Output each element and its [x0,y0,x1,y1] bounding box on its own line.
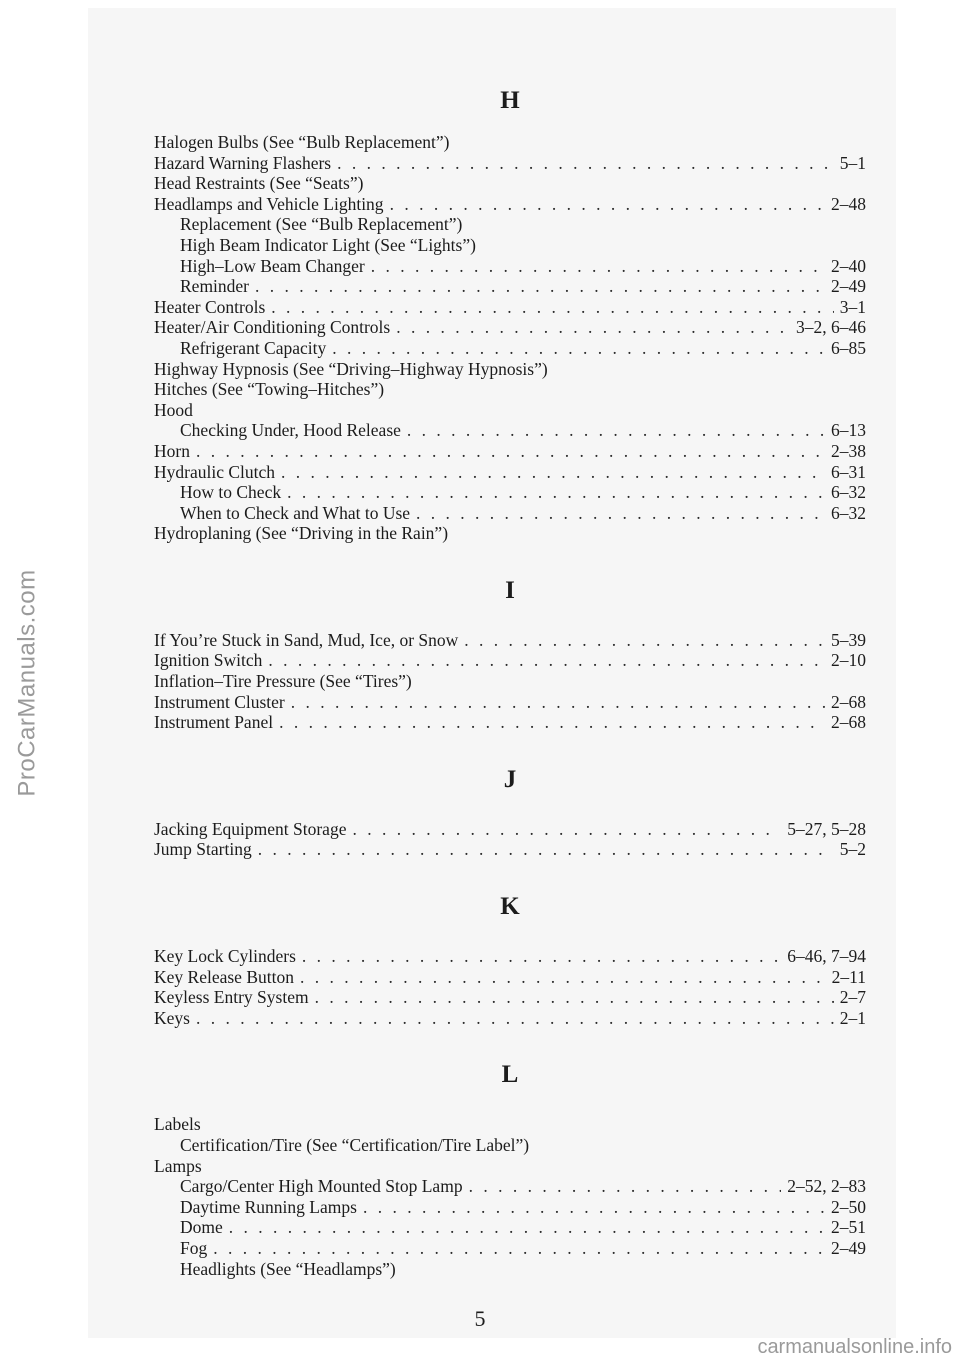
entry-page-ref: 2–48 [831,193,866,214]
dot-leader [396,317,790,338]
index-entry [154,297,866,318]
dot-leader [371,256,825,277]
entry-text: Hydraulic Clutch [154,461,276,482]
entry-text: Jacking Equipment Storage [154,818,347,839]
index-entry [154,441,866,462]
entry-text: Keys [154,1007,190,1028]
index-entry [154,276,866,297]
index-entry [154,153,866,174]
dot-leader [302,946,781,967]
entry-text: Head Restraints (See “Seats”) [154,173,364,194]
dot-leader [287,482,825,503]
dot-leader [315,987,834,1008]
entry-text: Key Lock Cylinders [154,946,296,967]
entry-text: Checking Under, Hood Release [180,420,401,441]
entry-text: Replacement (See “Bulb Replacement”) [180,214,463,235]
dot-leader [279,712,825,733]
index-entry [154,482,866,503]
section-letter: L [501,1061,519,1089]
entry-page-ref: 6–31 [831,461,866,482]
dot-leader [255,276,825,297]
dot-leader [213,1238,825,1259]
dot-leader [258,839,834,860]
entry-page-ref: 5–39 [831,629,866,650]
entry-text: Halogen Bulbs (See “Bulb Replacement”) [154,132,450,152]
entry-text: Headlights (See “Headlamps”) [180,1258,396,1279]
entry-page-ref: 2–52, 2–83 [787,1176,866,1197]
dot-leader [416,503,825,524]
entry-text: Hitches (See “Towing–Hitches”) [154,379,385,400]
entry-text: Lamps [154,1155,202,1176]
dot-leader [390,194,825,215]
dot-leader [407,420,825,441]
dot-leader [268,650,825,671]
entry-text: High Beam Indicator Light (See “Lights”) [180,234,476,255]
index-entry [154,1238,866,1259]
index-entry [154,987,866,1008]
entry-page-ref: 6–85 [831,337,866,358]
entry-page-ref: 2–51 [831,1217,866,1238]
entry-text: When to Check and What to Use [180,502,411,523]
entry-page-ref: 2–40 [831,255,866,276]
index-entry [154,1114,866,1135]
entry-page-ref: 2–1 [839,1007,866,1028]
side-watermark-text: ProCarManuals.com [14,569,41,797]
entry-text: Instrument Panel [154,712,274,733]
dot-leader [332,338,825,359]
index-entry [154,1008,866,1029]
entry-page-ref: 2–49 [831,1237,866,1258]
entry-text: Fog [180,1237,208,1258]
index-entry [154,1217,866,1238]
entry-text: Highway Hypnosis (See “Driving–Highway Hypnosis”) [154,358,548,379]
entry-text: Refrigerant Capacity [180,337,327,358]
index-entry [154,650,866,671]
entry-page-ref: 2–7 [839,987,866,1008]
index-entry [154,1156,866,1177]
entry-text: Cargo/Center High Mounted Stop Lamp [180,1176,463,1197]
section-letter: J [503,765,517,793]
entry-text: Hydroplaning (See “Driving in the Rain”) [154,523,449,544]
entry-page-ref: 6–32 [831,502,866,523]
entry-text: Dome [180,1217,223,1238]
entry-page-ref: 3–2, 6–46 [796,317,866,338]
section-letter: H [500,87,520,114]
index-entry [154,256,866,277]
index-entry [154,420,866,441]
index-entry [154,400,866,421]
index-entry [154,1259,866,1280]
dot-leader [271,297,833,318]
index-entry [154,1135,866,1156]
entry-text: Certification/Tire (See “Certification/Tire Label”) [180,1135,530,1155]
entry-page-ref: 5–1 [839,152,866,173]
page-number: 5 [474,1306,486,1331]
entry-text: Heater Controls [154,296,266,317]
entry-text: Instrument Cluster [154,691,285,712]
index-entry [154,819,866,840]
entry-page-ref: 2–10 [831,650,866,671]
entry-text: Headlamps and Vehicle Lighting [154,193,384,214]
index-entry [154,214,866,235]
entry-text: Hazard Warning Flashers [154,152,332,173]
index-entry [154,967,866,988]
index-entry [154,523,866,544]
index-entry [154,692,866,713]
index-entry [154,712,866,733]
dot-leader [469,1176,782,1197]
dot-leader [281,462,825,483]
index-entry [154,839,866,860]
index-entry [154,1176,866,1197]
entry-text: Hood [154,399,193,420]
dot-leader [337,153,834,174]
dot-leader [464,630,825,651]
index-entry [154,946,866,967]
index-entry [154,503,866,524]
entry-text: Daytime Running Lamps [180,1196,357,1217]
index-entry [154,194,866,215]
entry-page-ref: 2–11 [831,966,866,987]
index-entry [154,671,866,692]
index-entry [154,235,866,256]
index-entry [154,173,866,194]
dot-leader [196,441,825,462]
entry-text: High–Low Beam Changer [180,255,365,276]
entry-page-ref: 2–38 [831,440,866,461]
entry-page-ref: 2–68 [831,691,866,712]
index-entry [154,1197,866,1218]
entry-text: Reminder [180,276,250,297]
side-watermark [8,0,48,1366]
section-letter: K [500,893,520,921]
dot-leader [352,819,781,840]
index-entry [154,338,866,359]
entry-page-ref: 6–46, 7–94 [787,946,866,967]
entry-text: Key Release Button [154,966,294,987]
dot-leader [363,1197,825,1218]
bottom-watermark: carmanualsonline.info [757,1336,952,1358]
entry-text: Ignition Switch [154,650,263,671]
index-content [154,84,866,1279]
index-entry [154,359,866,380]
entry-page-ref: 2–49 [831,276,866,297]
dot-leader [291,692,825,713]
entry-text: Inflation–Tire Pressure (See “Tires”) [154,671,412,692]
entry-text: Keyless Entry System [154,987,309,1008]
entry-page-ref: 2–50 [831,1196,866,1217]
dot-leader [300,967,826,988]
entry-page-ref: 6–13 [831,420,866,441]
entry-page-ref: 3–1 [839,296,866,317]
index-entry [154,132,866,153]
entry-text: Jump Starting [154,839,252,860]
entry-page-ref: 5–2 [839,839,866,860]
entry-text: Heater/Air Conditioning Controls [154,317,391,338]
entry-page-ref: 5–27, 5–28 [787,818,866,839]
index-entry [154,630,866,651]
entry-text: Horn [154,440,190,461]
index-entry [154,379,866,400]
index-entry [154,317,866,338]
entry-page-ref: 6–32 [831,482,866,503]
entry-page-ref: 2–68 [831,712,866,733]
section-letter: I [505,576,515,604]
entry-text: How to Check [180,482,282,503]
index-entry [154,462,866,483]
entry-text: Labels [154,1114,201,1135]
dot-leader [196,1008,834,1029]
entry-text: If You’re Stuck in Sand, Mud, Ice, or Snow [154,629,459,650]
dot-leader [229,1217,825,1238]
